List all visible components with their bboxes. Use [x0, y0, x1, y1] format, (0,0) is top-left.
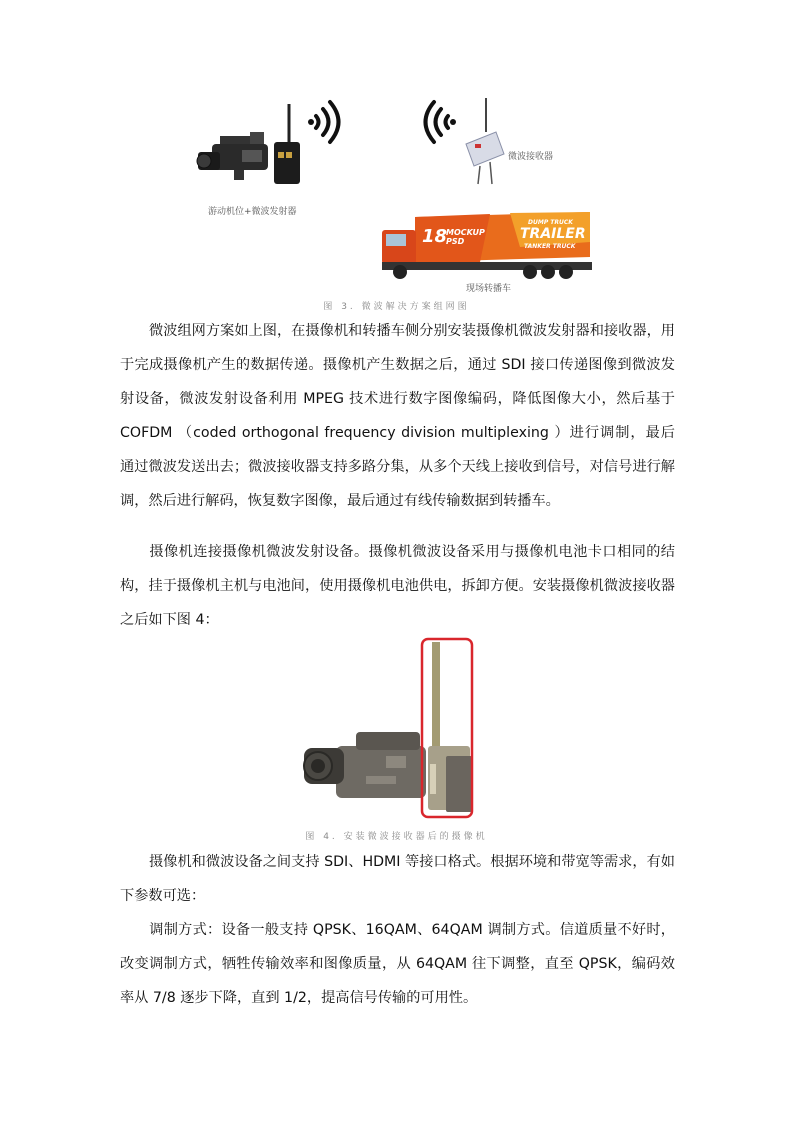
paragraph-1-text: 微波组网方案如上图，在摄像机和转播车侧分别安装摄像机微波发射器和接收器，用于完成摄像机产生的数据传递。摄像机产生数据之后，通过 SDI 接口传递图像到微波发射设备，微波发射设备利用 MPEG 技术进行数字图像编码，降低图像大小，然后基于 COFDM （coded orthogonal frequency division multiplexing ）进行调制，最后通过微波发送出去；微波接收器支持多路分集，从多个天线上接收到信号，对信号进行解调，然后进行解码，恢复数字图像，最后通过有线传输数据到转播车。 — [120, 323, 675, 509]
receiver-label: 微波接收器 — [508, 152, 554, 162]
paragraph-2 — [120, 535, 675, 637]
broadcast-camera-icon — [304, 732, 426, 798]
signal-waves-right-icon — [426, 102, 449, 142]
figure-3-network-diagram — [190, 92, 610, 297]
camera-label: 游动机位+微波发射器 — [208, 207, 297, 217]
broadcast-truck-icon — [382, 212, 592, 279]
truck-psd-text: PSD — [446, 237, 465, 246]
figure-4-caption: 图 4. 安装微波接收器后的摄像机 — [305, 832, 488, 842]
signal-waves-left-icon — [316, 102, 339, 142]
truck-number: 18 — [422, 226, 448, 247]
paragraph-3-text: 摄像机和微波设备之间支持 SDI、HDMI 等接口格式。根据环境和带宽等需求，有如下参数可选： — [120, 854, 675, 904]
paragraph-4 — [120, 913, 675, 1015]
transmitter-icon — [274, 104, 300, 184]
camera-with-receiver-graphic — [296, 636, 516, 826]
figure-4-camera-photo — [296, 636, 516, 826]
paragraph-3 — [120, 845, 675, 913]
truck-trailer-text: TRAILER — [520, 226, 586, 242]
paragraph-2-text: 摄像机连接摄像机微波发射设备。摄像机微波设备采用与摄像机电池卡口相同的结构，挂于摄像机主机与电池间，使用摄像机电池供电，拆卸方便。安装摄像机微波接收器之后如下图 4： — [120, 544, 675, 628]
truck-tanker-text: TANKER TRUCK — [524, 243, 576, 250]
network-diagram-graphic — [190, 92, 610, 297]
receiver-icon — [466, 98, 504, 184]
truck-label: 现场转播车 — [466, 284, 512, 294]
paragraph-1 — [120, 314, 675, 518]
mounted-transmitter-icon — [428, 642, 472, 812]
camcorder-icon — [197, 132, 268, 180]
paragraph-4-text: 调制方式：设备一般支持 QPSK、16QAM、64QAM 调制方式。信道质量不好时，改变调制方式，牺牲传输效率和图像质量，从 64QAM 往下调整，直至 QPSK，编码效率从 7/8 逐步下降，直到 1/2，提高信号传输的可用性。 — [120, 922, 675, 1006]
truck-mockup-text: MOCKUP — [446, 228, 485, 237]
figure-3-caption: 图 3. 微波解决方案组网图 — [323, 302, 470, 312]
truck-dump-text: DUMP TRUCK — [528, 219, 573, 226]
